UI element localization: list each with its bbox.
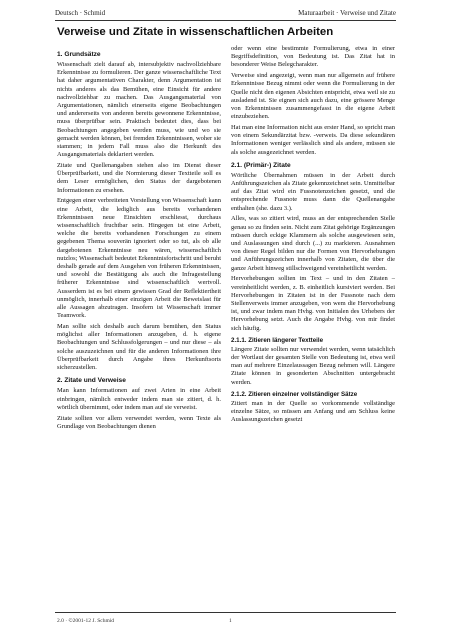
paragraph: Zitiert man in der Quelle so vorkommende vollständige einzelne Sätze, so müssen am Anfang und am Schluss keine Auslassungszeichen gesetzt (231, 399, 395, 424)
page-number: 1 (229, 618, 232, 624)
paragraph: Entgegen einer verbreiteten Vorstellung von Wissenschaft kann eine Arbeit, die lediglich aus bereits vorhandenen Erkenntnissen neue Einsichten erschliesst, durchaus wissenschaftlich fruchtbar sein. Hingegen ist eine Arbeit, welche die bereits vorhandenen Forschungen zu einem gegebenen Thema souverän ignoriert oder so tut, als ob alle dargebotenen Erkenntnisse neu wären, wissenschaftlich nutzlos; Wissenschaft bedeutet Erkenntnisfortschritt und beruht deshalb gerade auf dem Ausgehen von früheren Erkenntnissen, und sowohl die Bestätigung als auch die Infragestellung früherer Erkenntnisse sind wissenschaftlich wertvoll. Ausserdem ist es bei einem gewissen Grad der Reflektiertheit unmöglich, innerhalb einer einzigen Arbeit die Beweislast für alle Aussagen abzutragen. Insofern ist Wissenschaft immer Teamwork. (57, 197, 221, 320)
footer-rule (55, 612, 396, 613)
section-heading: 1. Grundsätze (57, 51, 101, 58)
paragraph: oder wenn eine bestimmte Formulierung, etwa in einer Begriffsdefinition, von Bedeutung ist. Das Zitat hat in besonderer Weise Belegcharakter. (231, 45, 395, 69)
footer-version: 2.0 · ©2001-12 J. Schmid (57, 618, 115, 624)
paragraph: Hervorhebungen sollten im Text – und in den Zitaten – vereinheitlicht werden, z. B. einheitlich kursiviert werden. Bei Hervorhebungen in Zitaten ist in der Fussnote nach dem Stellenverweis immer anzugeben, von wem die Hervorhebung ist, und zwar indem man Hvhg. von Initialen des Urhebers der Hervorhebung setzt. Auch die Angabe Hvhg. von mir findet sich häufig. (231, 275, 395, 332)
section-heading: 2.1. (Primär-) Zitate (231, 161, 291, 169)
paragraph: Man sollte sich deshalb auch darum bemühen, den Status möglichst aller Informationen anzugeben, d. h. eigene Beobachtungen und Schlussfolgerungen – und nur diese – als solche auszuzeichnen und für die anderen Informationen ihre Überprüfbarkeit durch Angabe ihres Herkunftsorts sicherzustellen. (57, 323, 221, 372)
left-column (57, 46, 221, 434)
paragraph: Man kann Informationen auf zwei Arten in eine Arbeit einbringen, nämlich entweder indem man sie zitiert, d. h. wörtlich übernimmt, oder indem man auf sie verweist. (57, 387, 221, 411)
page-title: Verweise und Zitate in wissenschaftlichen Arbeiten (57, 26, 334, 38)
paragraph: Verweise sind angezeigt, wenn man nur allgemein auf frühere Erkenntnisse Bezug nimmt oder wenn die Formulierung in der Quelle nicht den eigenen Absichten entspricht, etwa weil sie zu ausladend ist. Sie eignen sich auch dazu, eine grössere Menge von Erkenntnissen zusammengefasst in die eigene Arbeit einzubeziehen. (231, 72, 395, 121)
header-right: Maturaarbeit · Verweise und Zitate (298, 9, 396, 17)
header-rule (55, 20, 396, 21)
paragraph: Längere Zitate sollten nur verwendet werden, wenn tatsächlich der Wortlaut der gesamten Stelle von Bedeutung ist, etwa weil man auf mehrere Einzelaussagen Bezug nehmen will. Längere Zitate können in gesonderten Abschnitten untergebracht werden. (231, 345, 395, 386)
section-heading: 2.1.2. Zitieren einzelner vollständiger Sätze (231, 390, 358, 398)
paragraph: Zitate sollten vor allem verwendet werden, wenn Texte als Grundlage von Beobachtungen dienen (57, 414, 221, 430)
right-column (231, 45, 395, 427)
section-heading: 2.1.1. Zitieren längerer Textteile (231, 336, 324, 344)
paragraph: Wissenschaft zielt darauf ab, intersubjektiv nachvollziehbare Erkenntnisse zu formulieren. Der ganze wissenschaftliche Text hat daher argumentativen Charakter, denn Argumentation ist nichts anderes als das Bemühen, eine Einsicht für andere nachvollziehbar zu machen. Das Ausgangsmaterial von Argumentationen, nämlich einerseits eigene Beobachtungen und andererseits von anderen bereits gewonnene Erkenntnisse, muss überprüfbar sein. Praktisch bedeutet dies, dass bei Beobachtungen angegeben werden muss, wie und wo sie gemacht werden können, bei fremden Erkenntnissen, woher sie stammen; in jedem Fall muss also die Herkunft des Ausgangsmaterials deklariert werden. (57, 61, 221, 159)
paragraph: Hat man eine Information nicht aus erster Hand, so spricht man von einem Sekundärzitat bzw. -verweis. Da diese sekundären Informationen weniger verlässlich sind als andere, müssen sie als solche ausgezeichnet werden. (231, 124, 395, 156)
paragraph: Wörtliche Übernahmen müssen in der Arbeit durch Anführungszeichen als Zitate gekennzeichnet sein. Unmittelbar auf das Zitat wird ein Fussnotenzeichen gesetzt, und die entsprechende Fussnote muss dann die Quellenangabe enthalten (she. dazu 3.). (231, 171, 395, 212)
section-heading: 2. Zitate und Verweise (57, 377, 126, 385)
paragraph: Zitate und Quellenangaben stehen also im Dienst dieser Überprüfbarkeit, und die Normierung dieser Textteile soll es dem Leser ermöglichen, den Status der dargebotenen Informationen zu ersehen. (57, 162, 221, 194)
paragraph: Alles, was so zitiert wird, muss an der entsprechenden Stelle genau so zu finden sein. Nicht zum Zitat gehörige Ergänzungen müssen durch eckige Klammern als solche ausgewiesen sein, und Auslassungen sind durch (...) zu markieren. Ausnahmen von dieser Regel bilden nur die Formen von Hervorhebungen und Anführungszeichen innerhalb von Zitaten, die über die ganze Arbeit hinweg stillschweigend vereinheitlicht werden. (231, 215, 395, 272)
header-left: Deutsch · Schmid (55, 9, 106, 17)
